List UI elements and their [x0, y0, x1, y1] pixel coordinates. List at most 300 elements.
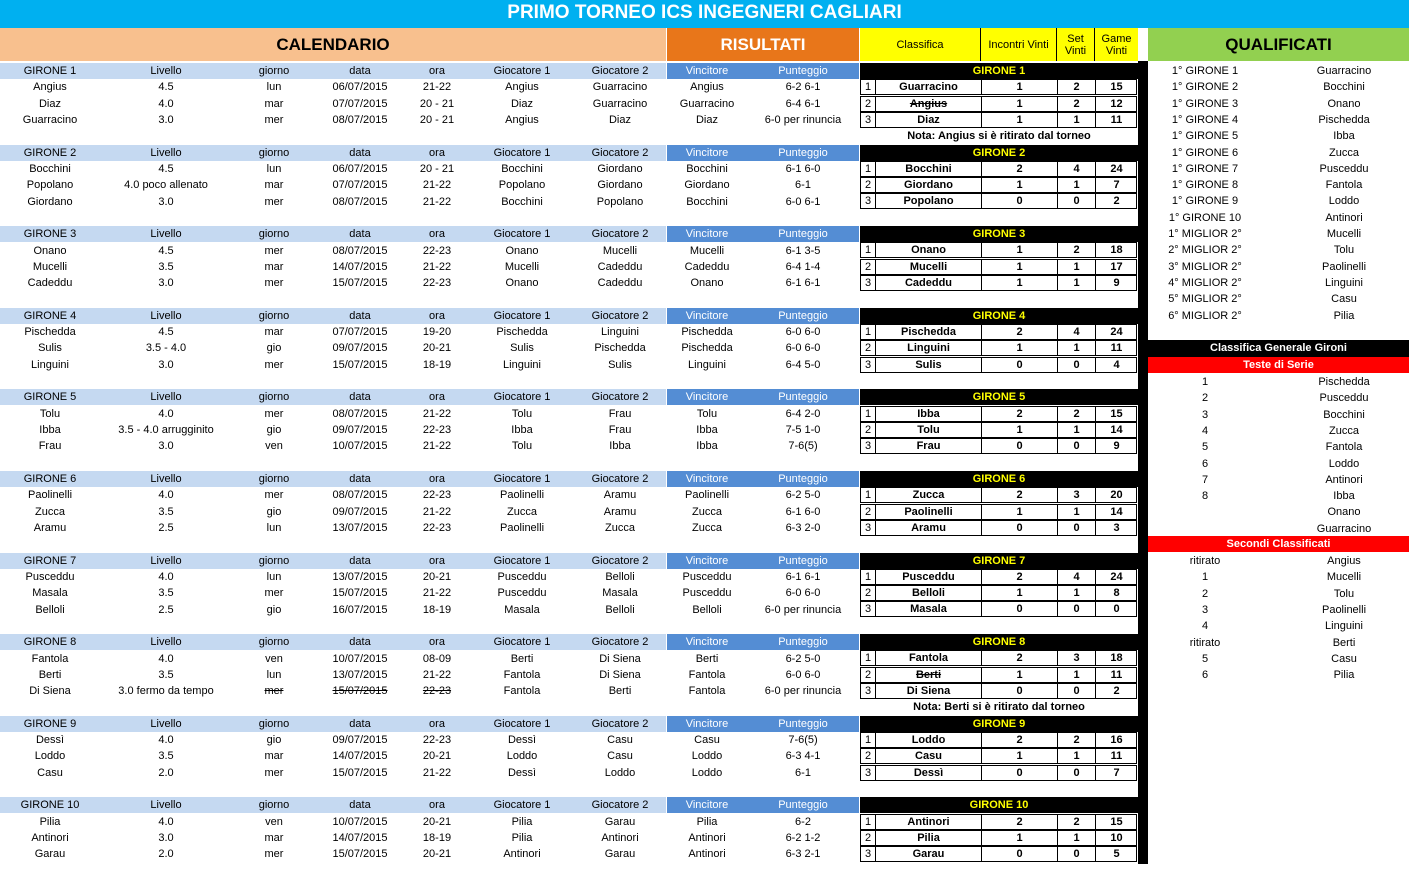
player-name: Frau	[38, 440, 62, 453]
player-name: Belloli	[35, 603, 65, 616]
standings-games: 3	[1095, 521, 1137, 535]
col-header-giorno: giorno	[232, 553, 316, 569]
player-level: 3.0	[158, 440, 174, 453]
match-time: 20-21	[422, 750, 452, 763]
standings-pos: 2	[864, 342, 872, 355]
match-day: mer	[264, 195, 284, 208]
standings-pos: 3	[864, 603, 872, 616]
col-header-ora: ora	[404, 63, 470, 79]
standings-games: 11	[1095, 113, 1137, 127]
col-header-giocatore1: Giocatore 1	[470, 226, 574, 242]
match-player2: Antinori	[601, 832, 639, 844]
match-score: 6-0 6-0	[785, 326, 821, 339]
match-time: 21-22	[422, 260, 452, 273]
match-time: 20-21	[422, 570, 452, 583]
standings-wins: 1	[981, 831, 1057, 845]
standings-row	[860, 422, 1137, 438]
girone-name: GIRONE 8	[0, 634, 100, 650]
standings-note: Nota: Berti si è ritirato dal torneo	[913, 701, 1085, 714]
match-time: 21-22	[422, 587, 452, 600]
match-date: 09/07/2015	[332, 424, 388, 436]
standings-games: 20	[1095, 488, 1137, 502]
standings-games: 24	[1095, 162, 1137, 176]
match-player2: Belloli	[605, 570, 635, 583]
standings-player: Masala	[875, 602, 981, 616]
standings-sets: 4	[1057, 162, 1095, 176]
seed-number: 5	[1201, 441, 1209, 454]
standings-player: Angius	[875, 97, 981, 111]
teste-di-serie-header: Teste di Serie	[1148, 357, 1409, 373]
standings-pos: 2	[864, 668, 872, 681]
col-header-punteggio: Punteggio	[747, 145, 859, 161]
col-header-giocatore2: Giocatore 2	[574, 63, 666, 79]
standings-header-incontri: Incontri Vinti	[980, 28, 1056, 61]
player-level: 4.5	[158, 326, 174, 339]
match-winner: Fantola	[688, 685, 726, 698]
match-date: 07/07/2015	[332, 179, 388, 192]
player-level: 4.5	[158, 81, 174, 94]
col-header-livello: Livello	[100, 226, 232, 242]
match-score: 6-0 6-0	[785, 342, 821, 355]
match-day: gio	[266, 424, 282, 436]
standings-row	[860, 79, 1137, 95]
match-player1: Bocchini	[501, 195, 543, 208]
match-winner: Antinori	[688, 848, 726, 861]
match-time: 08-09	[422, 652, 452, 665]
match-time: 22-23	[422, 685, 452, 698]
standings-sets: 3	[1057, 488, 1095, 502]
standings-player: Pischedda	[875, 325, 981, 339]
standings-row	[860, 177, 1137, 193]
standings-table	[860, 634, 1138, 716]
match-time: 19-20	[422, 326, 452, 339]
col-header-livello: Livello	[100, 145, 232, 161]
standings-title: GIRONE 9	[860, 716, 1138, 732]
match-date: 09/07/2015	[332, 505, 388, 518]
player-level: 3.5 - 4.0 arrugginito	[118, 424, 214, 436]
match-day: mar	[264, 97, 284, 110]
match-winner: Zucca	[692, 521, 722, 534]
col-header-giocatore1: Giocatore 1	[470, 716, 574, 732]
standings-player: Zucca	[875, 488, 981, 502]
player-name: Popolano	[26, 179, 74, 192]
match-time: 20 - 21	[419, 113, 455, 126]
col-header-punteggio: Punteggio	[747, 226, 859, 242]
match-winner: Loddo	[691, 766, 723, 779]
standings-player: Loddo	[875, 733, 981, 747]
match-time: 21-22	[422, 195, 452, 208]
col-header-ora: ora	[404, 226, 470, 242]
player-level: 3.5	[158, 668, 174, 681]
standings-sets: 0	[1057, 684, 1095, 698]
match-player1: Sulis	[510, 342, 534, 355]
second-rank: 3	[1201, 603, 1209, 616]
standings-games: 4	[1095, 358, 1137, 372]
qualificato-label: 1° GIRONE 10	[1168, 211, 1242, 224]
match-time: 20 - 21	[419, 97, 455, 110]
match-player2: Berti	[608, 685, 632, 698]
standings-table	[860, 716, 1138, 798]
match-player1: Mucelli	[504, 260, 540, 273]
girone-name: GIRONE 10	[0, 797, 100, 813]
match-date: 08/07/2015	[332, 407, 388, 420]
standings-games: 24	[1095, 325, 1137, 339]
match-time: 21-22	[422, 407, 452, 420]
seed-number: 7	[1201, 473, 1209, 486]
col-header-data: data	[316, 226, 404, 242]
standings-player: Linguini	[875, 341, 981, 355]
standings-games: 15	[1095, 80, 1137, 94]
match-day: lun	[266, 570, 282, 583]
seed-name: Guarracino	[1316, 522, 1372, 535]
standings-table	[860, 226, 1138, 308]
col-header-livello: Livello	[100, 471, 232, 487]
col-header-ora: ora	[404, 308, 470, 324]
col-header-vincitore: Vincitore	[667, 226, 747, 242]
player-level: 4.0	[158, 407, 174, 420]
standings-sets: 0	[1057, 521, 1095, 535]
match-player2: Mucelli	[602, 244, 638, 257]
standings-wins: 2	[981, 162, 1057, 176]
standings-sets: 3	[1057, 651, 1095, 665]
standings-row	[860, 765, 1137, 781]
match-player1: Dessì	[507, 766, 537, 779]
player-level: 2.5	[158, 603, 174, 616]
match-player1: Pusceddu	[497, 587, 547, 600]
seed-name: Pischedda	[1318, 376, 1370, 388]
girone-name: GIRONE 5	[0, 389, 100, 405]
match-winner: Berti	[695, 652, 719, 665]
standings-wins: 0	[981, 358, 1057, 372]
match-date: 06/07/2015	[332, 162, 388, 175]
match-score: 6-1 3-5	[785, 244, 821, 257]
qualificato-label: 1° GIRONE 7	[1171, 162, 1239, 175]
col-header-giocatore2: Giocatore 2	[574, 797, 666, 813]
standings-games: 7	[1095, 178, 1137, 192]
match-score: 6-4 1-4	[785, 260, 821, 273]
standings-player: Antinori	[875, 815, 981, 829]
standings-games: 8	[1095, 586, 1137, 600]
standings-pos: 1	[864, 407, 872, 420]
standings-table	[860, 63, 1138, 145]
match-winner: Antinori	[688, 832, 726, 844]
standings-wins: 2	[981, 488, 1057, 502]
standings-wins: 1	[981, 749, 1057, 763]
match-date: 09/07/2015	[332, 342, 388, 355]
match-player2: Diaz	[608, 113, 631, 126]
standings-pos: 3	[864, 766, 872, 779]
standings-title: GIRONE 5	[860, 389, 1138, 405]
match-day: lun	[266, 162, 282, 175]
player-name: Garau	[34, 848, 66, 861]
match-time: 18-19	[422, 358, 452, 371]
col-header-ora: ora	[404, 389, 470, 405]
player-name: Casu	[37, 766, 63, 779]
match-score: 6-1	[795, 766, 811, 779]
match-player2: Linguini	[601, 326, 639, 339]
standings-games: 11	[1095, 668, 1137, 682]
standings-games: 18	[1095, 243, 1137, 257]
col-header-livello: Livello	[100, 553, 232, 569]
standings-wins: 1	[981, 97, 1057, 111]
standings-games: 24	[1095, 570, 1137, 584]
qualificati-header: QUALIFICATI	[1148, 28, 1409, 61]
qualificato-name: Zucca	[1329, 146, 1359, 159]
match-score: 6-3 2-0	[785, 521, 821, 534]
standings-title: GIRONE 7	[860, 553, 1138, 569]
standings-games: 9	[1095, 276, 1137, 290]
standings-sets: 2	[1057, 733, 1095, 747]
qualificato-name: Linguini	[1325, 276, 1363, 289]
standings-row	[860, 324, 1137, 340]
match-winner: Bocchini	[686, 195, 728, 208]
match-day: mar	[264, 832, 284, 844]
qualificato-label: 1° GIRONE 2	[1171, 81, 1239, 94]
standings-wins: 2	[981, 570, 1057, 584]
match-player1: Antinori	[503, 848, 541, 861]
col-header-ora: ora	[404, 471, 470, 487]
standings-wins: 1	[981, 341, 1057, 355]
player-level: 4.0	[158, 570, 174, 583]
standings-games: 15	[1095, 407, 1137, 421]
match-player2: Aramu	[603, 505, 637, 518]
standings-player: Popolano	[875, 194, 981, 208]
standings-row	[860, 683, 1137, 699]
standings-title: GIRONE 4	[860, 308, 1138, 324]
match-score: 6-2 5-0	[785, 489, 821, 502]
match-player1: Linguini	[503, 358, 541, 371]
match-date: 14/07/2015	[332, 832, 388, 844]
match-date: 08/07/2015	[332, 113, 388, 126]
player-level: 4.0 poco allenato	[124, 179, 208, 192]
col-header-data: data	[316, 145, 404, 161]
standings-pos: 1	[864, 489, 872, 502]
standings-player: Dessì	[875, 766, 981, 780]
match-winner: Paolinelli	[684, 489, 730, 502]
match-score: 7-6(5)	[788, 734, 818, 747]
player-level: 4.0	[158, 815, 174, 828]
standings-row	[860, 340, 1137, 356]
second-rank: ritirato	[1189, 636, 1221, 649]
match-date: 15/07/2015	[332, 766, 388, 779]
col-header-giocatore2: Giocatore 2	[574, 308, 666, 324]
col-header-giocatore1: Giocatore 1	[470, 63, 574, 79]
qualificato-name: Mucelli	[1326, 228, 1362, 240]
match-day: gio	[266, 505, 282, 518]
match-score: 6-0 per rinuncia	[764, 685, 842, 698]
match-time: 18-19	[422, 832, 452, 844]
standings-games: 0	[1095, 602, 1137, 616]
standings-header-classifica: Classifica	[896, 38, 944, 51]
standings-sets: 0	[1057, 358, 1095, 372]
qualificato-name: Onano	[1327, 97, 1361, 110]
standings-pos: 1	[864, 81, 872, 94]
player-name: Ibba	[39, 424, 61, 436]
standings-player: Tolu	[875, 423, 981, 437]
second-name: Casu	[1331, 652, 1357, 665]
match-winner: Guarracino	[679, 97, 735, 110]
standings-sets: 1	[1057, 668, 1095, 682]
player-name: Bocchini	[29, 162, 71, 175]
standings-player: Guarracino	[875, 80, 981, 94]
standings-wins: 1	[981, 668, 1057, 682]
standings-pos: 1	[864, 162, 872, 175]
standings-games: 14	[1095, 423, 1137, 437]
match-player1: Fantola	[503, 685, 541, 698]
match-time: 21-22	[422, 440, 452, 453]
standings-wins: 2	[981, 407, 1057, 421]
standings-row	[860, 275, 1137, 291]
standings-games: 12	[1095, 97, 1137, 111]
match-date: 09/07/2015	[332, 734, 388, 747]
match-date: 07/07/2015	[332, 97, 388, 110]
player-level: 3.0	[158, 195, 174, 208]
match-day: lun	[266, 521, 282, 534]
match-date: 10/07/2015	[332, 815, 388, 828]
col-header-punteggio: Punteggio	[747, 716, 859, 732]
standings-title: GIRONE 10	[860, 797, 1138, 813]
match-score: 6-1 6-1	[785, 277, 821, 290]
match-time: 21-22	[422, 766, 452, 779]
standings-wins: 0	[981, 684, 1057, 698]
standings-row	[860, 259, 1137, 275]
match-score: 6-2 5-0	[785, 652, 821, 665]
col-header-giorno: giorno	[232, 634, 316, 650]
qualificato-label: 1° GIRONE 6	[1171, 146, 1239, 159]
qualificato-label: 1° GIRONE 9	[1171, 195, 1239, 208]
player-level: 4.5	[158, 244, 174, 257]
seed-name: Ibba	[1333, 490, 1355, 503]
match-player1: Angius	[505, 113, 539, 126]
seed-name: Loddo	[1328, 457, 1360, 470]
match-player2: Pischedda	[594, 342, 646, 355]
match-player1: Pilia	[511, 815, 533, 828]
seed-name: Pusceddu	[1319, 392, 1369, 405]
match-winner: Pischedda	[681, 342, 733, 355]
seed-name: Antinori	[1325, 473, 1363, 486]
player-name: Berti	[38, 668, 62, 681]
col-header-data: data	[316, 553, 404, 569]
match-time: 22-23	[422, 277, 452, 290]
col-header-giorno: giorno	[232, 797, 316, 813]
col-header-vincitore: Vincitore	[667, 471, 747, 487]
match-day: mar	[264, 260, 284, 273]
match-winner: Loddo	[691, 750, 723, 763]
qualificato-label: 4° MIGLIOR 2°	[1168, 276, 1242, 289]
match-player1: Masala	[504, 603, 540, 616]
match-time: 21-22	[422, 81, 452, 94]
standings-row	[860, 830, 1137, 846]
col-header-punteggio: Punteggio	[747, 471, 859, 487]
col-header-giocatore2: Giocatore 2	[574, 471, 666, 487]
second-name: Paolinelli	[1321, 603, 1367, 616]
second-rank: 4	[1201, 620, 1209, 633]
player-level: 3.0	[158, 113, 174, 126]
match-winner: Cadeddu	[684, 260, 730, 273]
girone-name: GIRONE 6	[0, 471, 100, 487]
standings-row	[860, 504, 1137, 520]
match-score: 6-3 4-1	[785, 750, 821, 763]
classifica-title: Classifica Generale Gironi	[1210, 342, 1347, 354]
match-player2: Frau	[608, 424, 632, 436]
second-name: Mucelli	[1326, 571, 1362, 584]
seed-name: Onano	[1327, 506, 1361, 519]
col-header-vincitore: Vincitore	[667, 634, 747, 650]
standings-pos: 2	[864, 831, 872, 844]
col-header-giorno: giorno	[232, 63, 316, 79]
player-name: Giordano	[27, 195, 73, 208]
standings-sets: 0	[1057, 602, 1095, 616]
standings-table	[860, 389, 1138, 471]
qualificato-name: Bocchini	[1323, 81, 1365, 94]
match-score: 6-1 6-1	[785, 570, 821, 583]
match-day: lun	[266, 668, 282, 681]
player-name: Di Siena	[29, 685, 71, 698]
match-score: 6-1 6-0	[785, 505, 821, 518]
col-header-ora: ora	[404, 797, 470, 813]
col-header-giocatore2: Giocatore 2	[574, 226, 666, 242]
col-header-giocatore1: Giocatore 1	[470, 389, 574, 405]
match-date: 08/07/2015	[332, 195, 388, 208]
standings-games: 9	[1095, 439, 1137, 453]
standings-wins: 1	[981, 586, 1057, 600]
match-player2: Cadeddu	[597, 260, 643, 273]
second-rank: 2	[1201, 587, 1209, 600]
standings-sets: 1	[1057, 831, 1095, 845]
player-name: Dessì	[35, 734, 65, 747]
col-header-giocatore1: Giocatore 1	[470, 471, 574, 487]
match-time: 21-22	[422, 505, 452, 518]
standings-pos: 2	[864, 423, 872, 436]
match-time: 22-23	[422, 521, 452, 534]
match-score: 6-4 2-0	[785, 407, 821, 420]
standings-wins: 0	[981, 439, 1057, 453]
player-level: 3.0	[158, 832, 174, 844]
match-winner: Pischedda	[681, 326, 733, 339]
seed-number: 2	[1201, 392, 1209, 405]
standings-sets: 1	[1057, 505, 1095, 519]
standings-games: 2	[1095, 684, 1137, 698]
player-level: 2.0	[158, 848, 174, 861]
match-score: 7-5 1-0	[785, 424, 821, 436]
qualificato-label: 5° MIGLIOR 2°	[1168, 293, 1242, 306]
col-header-giocatore1: Giocatore 1	[470, 634, 574, 650]
standings-wins: 1	[981, 276, 1057, 290]
standings-sets: 2	[1057, 80, 1095, 94]
qualificato-name: Pischedda	[1318, 113, 1370, 126]
match-player1: Dessì	[507, 734, 537, 747]
match-date: 15/07/2015	[332, 358, 388, 371]
qualificato-label: 1° GIRONE 4	[1171, 113, 1239, 126]
player-level: 3.0 fermo da tempo	[118, 685, 214, 698]
standings-sets: 1	[1057, 260, 1095, 274]
second-rank: 5	[1201, 652, 1209, 665]
second-rank: 6	[1201, 669, 1209, 682]
standings-wins: 1	[981, 80, 1057, 94]
standings-games: 10	[1095, 831, 1137, 845]
standings-player: Bocchini	[875, 162, 981, 176]
match-date: 08/07/2015	[332, 489, 388, 502]
second-name: Linguini	[1325, 620, 1363, 633]
col-header-giocatore1: Giocatore 1	[470, 308, 574, 324]
standings-wins: 0	[981, 847, 1057, 861]
player-level: 3.0	[158, 358, 174, 371]
standings-games: 17	[1095, 260, 1137, 274]
match-time: 20-21	[422, 342, 452, 355]
qualificato-label: 2° MIGLIOR 2°	[1168, 244, 1242, 257]
match-date: 14/07/2015	[332, 260, 388, 273]
standings-sets: 2	[1057, 243, 1095, 257]
